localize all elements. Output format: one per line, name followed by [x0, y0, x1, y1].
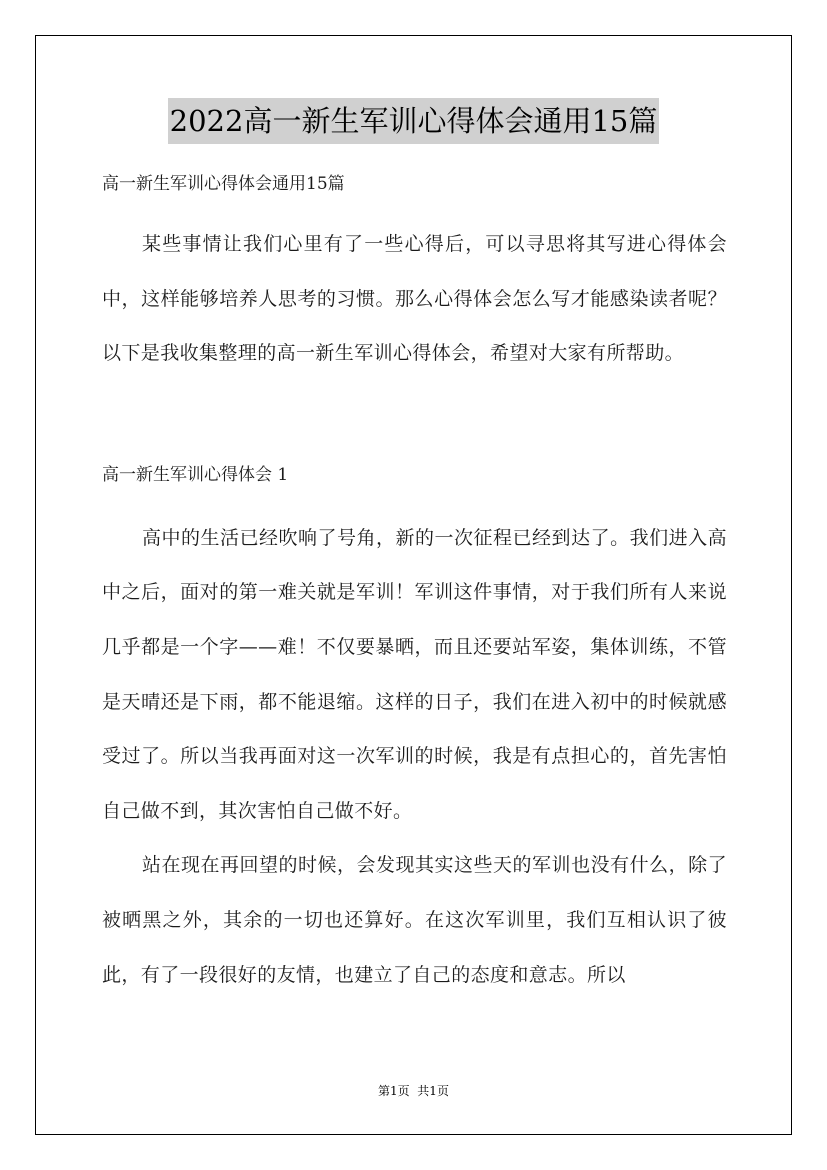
section1-paragraph-1: 高中的生活已经吹响了号角，新的一次征程已经到达了。我们进入高中之后，面对的第一难关就是军训！军训这件事情，对于我们所有人来说几乎都是一个字——难！不仅要暴晒，而且还要站军姿，集体训练，不管是天晴还是下雨，都不能退缩。这样的日子，我们在进入初中的时候就感受过了。所以当我再面对这一次军训的时候，我是有点担心的，首先害怕自己做不到，其次害怕自己做不好。 — [102, 526, 727, 822]
document-body — [102, 170, 727, 1002]
intro-heading: 高一新生军训心得体会通用15篇 — [102, 174, 345, 194]
section1-paragraph-2: 站在现在再回望的时候，会发现其实这些天的军训也没有什么，除了被晒黑之外，其余的一切也还算好。在这次军训里，我们互相认识了彼此，有了一段很好的友情，也建立了自己的态度和意志。所以 — [102, 854, 727, 986]
title-wrap — [0, 98, 827, 144]
intro-paragraph: 某些事情让我们心里有了一些心得后，可以寻思将其写进心得体会中，这样能够培养人思考的习惯。那么心得体会怎么写才能感染读者呢？以下是我收集整理的高一新生军训心得体会，希望对大家有所帮助。 — [102, 233, 727, 365]
section1-heading: 高一新生军训心得体会 1 — [102, 464, 289, 485]
document-title: 2022高一新生军训心得体会通用15篇 — [168, 98, 660, 144]
page-footer: 第1页 共1页 — [378, 1084, 449, 1098]
